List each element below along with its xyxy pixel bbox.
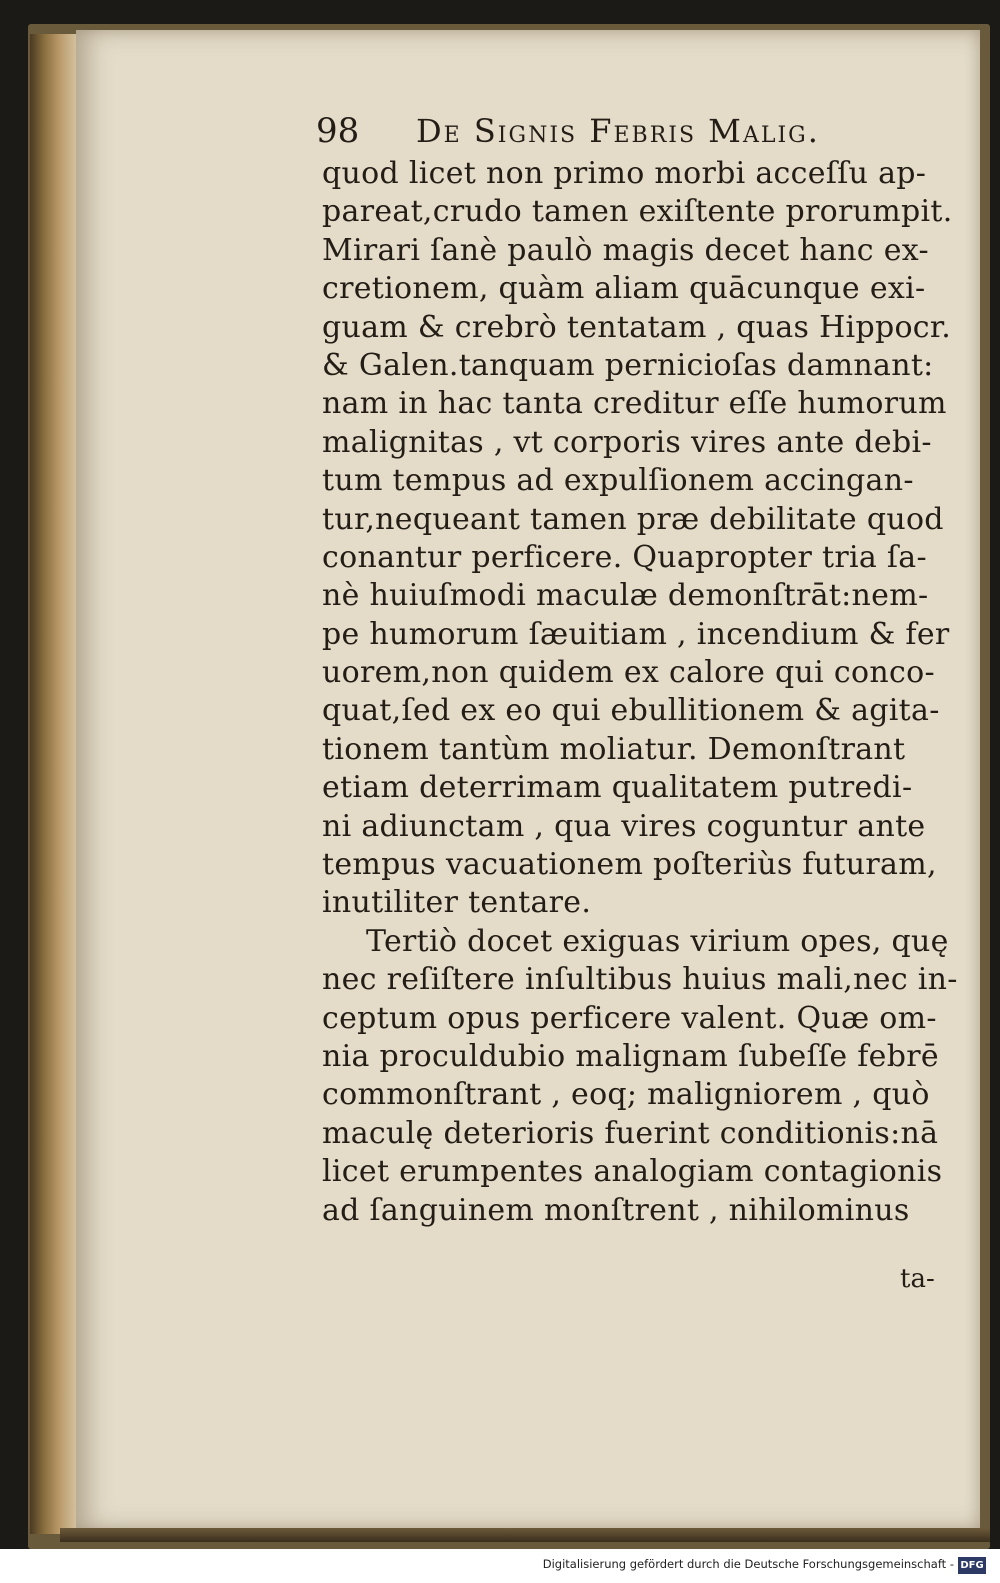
catchword: ta-	[900, 1264, 935, 1294]
text-line: etiam deterrimam qualitatem putredi-	[322, 770, 913, 806]
text-line: tempus vacuationem poſteriùs futuram,	[322, 847, 937, 883]
text-line: nia proculdubio malignam ſubeſſe febrē	[322, 1038, 939, 1074]
text-line: ceptum opus perficere valent. Quæ om-	[322, 1000, 937, 1036]
text-line: nec reſiſtere inſultibus huius mali,nec in-	[322, 962, 958, 998]
footer-bar	[0, 1549, 1000, 1583]
paragraph-start-line: Tertiò docet exiguas virium opes, quę	[366, 923, 949, 959]
page-number: 98	[316, 111, 360, 151]
text-line: pareat,crudo tamen exiſtente prorumpit.	[322, 194, 953, 230]
text-line: tionem tantùm moliatur. Demonſtrant	[322, 731, 906, 767]
text-line: conantur perficere. Quapropter tria ſa-	[322, 539, 927, 575]
dfg-logo: DFG	[958, 1557, 986, 1574]
body-text	[322, 155, 958, 1230]
text-line: commonſtrant , eoq; maligniorem , quò	[322, 1077, 930, 1113]
text-line: tur,nequeant tamen præ debilitate quod	[322, 501, 944, 537]
page-bottom-edge	[60, 1528, 990, 1542]
text-line: & Galen.tanquam pernicioſas damnant:	[322, 347, 934, 383]
text-line: cretionem, quàm aliam quācunque exi-	[322, 271, 926, 307]
text-line: tum tempus ad expulſionem accingan-	[322, 463, 914, 499]
page-edges	[30, 34, 78, 1534]
text-line: nè huiuſmodi maculæ demonſtrāt:nem-	[322, 578, 929, 614]
text-line: uorem,non quidem ex calore qui conco-	[322, 655, 935, 691]
text-line: ni adiunctam , qua vires coguntur ante	[322, 808, 926, 844]
text-line: Mirari ſanè paulò magis decet hanc ex-	[322, 232, 929, 268]
text-line: inutiliter tentare.	[322, 885, 592, 921]
text-line: pe humorum ſæuitiam , incendium & fer	[322, 616, 950, 652]
text-line: quod licet non primo morbi acceſſu ap-	[322, 156, 927, 191]
page-header	[316, 106, 896, 156]
funding-credit: Digitalisierung gefördert durch die Deutsche Forschungsgemeinschaft -	[542, 1557, 954, 1571]
text-line: guam & crebrò tentatam , quas Hippocr.	[322, 309, 952, 345]
running-head: De Signis Febris Malig.	[416, 112, 820, 150]
text-line: maculę deterioris fuerint conditionis:nā	[322, 1115, 939, 1151]
text-line: malignitas , vt corporis vires ante debi-	[322, 424, 932, 460]
text-line: nam in hac tanta creditur eſſe humorum	[322, 386, 947, 422]
text-line: ad ſanguinem monſtrent , nihilominus	[322, 1192, 910, 1228]
text-line: licet erumpentes analogiam contagionis	[322, 1154, 943, 1190]
text-line: quat,ſed ex eo qui ebullitionem & agita-	[322, 693, 940, 729]
